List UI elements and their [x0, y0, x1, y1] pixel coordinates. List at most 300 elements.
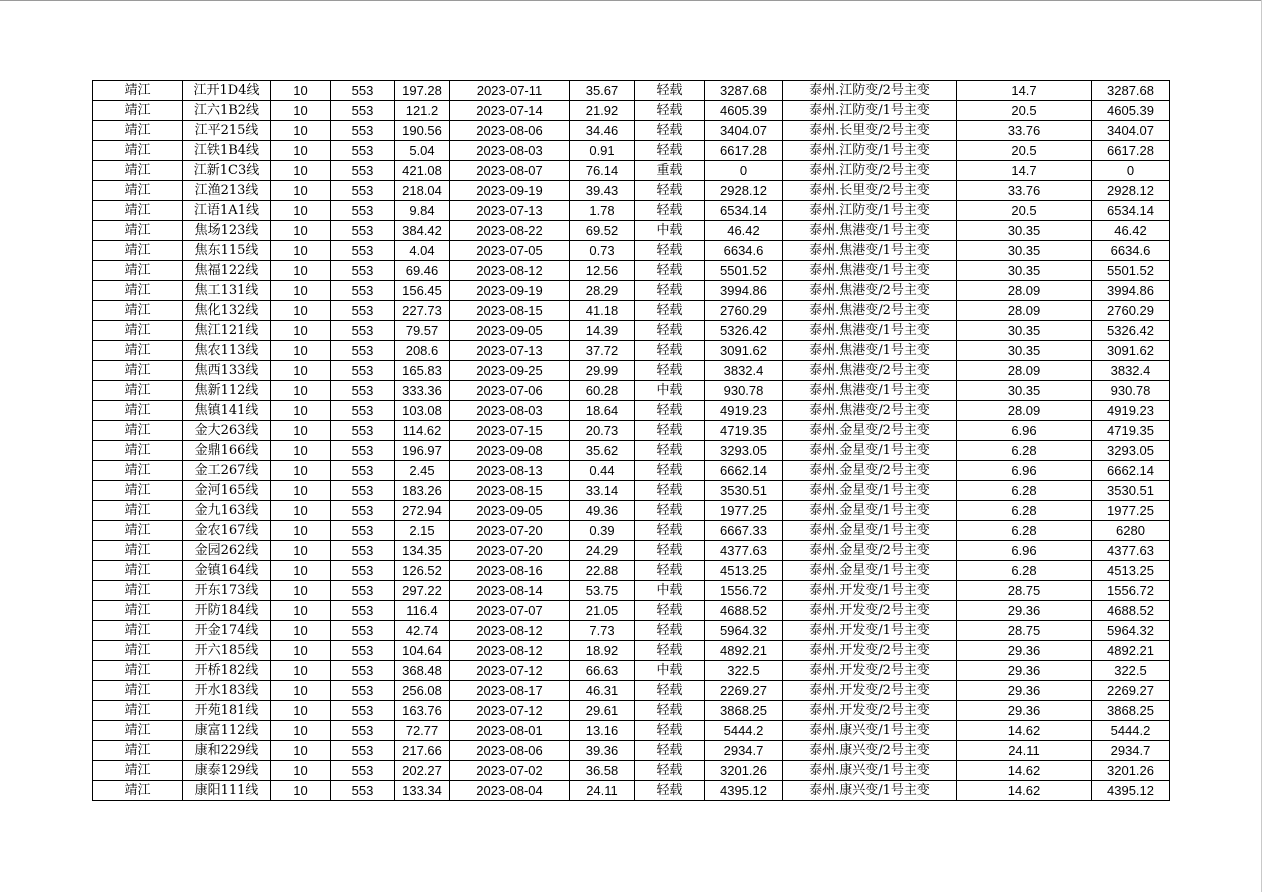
status-cell: 轻载 — [635, 201, 705, 221]
voltage-cell: 10 — [271, 101, 331, 121]
line-cell: 焦新112线 — [183, 381, 271, 401]
voltage-cell: 10 — [271, 221, 331, 241]
substation-cell: 泰州.金星变/2号主变 — [783, 461, 957, 481]
capacity-cell: 3091.62 — [705, 341, 783, 361]
available-cell: 6662.14 — [1092, 461, 1170, 481]
capacity-cell: 6634.6 — [705, 241, 783, 261]
county-cell: 靖江 — [93, 181, 183, 201]
code-cell: 553 — [331, 161, 395, 181]
code-cell: 553 — [331, 541, 395, 561]
line-cell: 焦农113线 — [183, 341, 271, 361]
available-cell: 4919.23 — [1092, 401, 1170, 421]
table-row — [93, 701, 1170, 721]
code-cell: 553 — [331, 461, 395, 481]
county-cell: 靖江 — [93, 261, 183, 281]
table-row — [93, 301, 1170, 321]
load-cell: 2.45 — [395, 461, 450, 481]
county-cell: 靖江 — [93, 701, 183, 721]
transformer_rate-cell: 30.35 — [957, 381, 1092, 401]
substation-cell: 泰州.金星变/2号主变 — [783, 421, 957, 441]
load-cell: 272.94 — [395, 501, 450, 521]
transformer_rate-cell: 30.35 — [957, 341, 1092, 361]
rate-cell: 37.72 — [570, 341, 635, 361]
transformer_rate-cell: 30.35 — [957, 321, 1092, 341]
transformer_rate-cell: 6.28 — [957, 561, 1092, 581]
transformer_rate-cell: 29.36 — [957, 601, 1092, 621]
available-cell: 2760.29 — [1092, 301, 1170, 321]
load-cell: 421.08 — [395, 161, 450, 181]
table-row — [93, 81, 1170, 101]
line-cell: 金工267线 — [183, 461, 271, 481]
load-cell: 156.45 — [395, 281, 450, 301]
table-body — [93, 81, 1170, 801]
line-cell: 金大263线 — [183, 421, 271, 441]
line-cell: 江平215线 — [183, 121, 271, 141]
load-cell: 165.83 — [395, 361, 450, 381]
table-row — [93, 161, 1170, 181]
line-cell: 焦东115线 — [183, 241, 271, 261]
date-cell: 2023-07-07 — [450, 601, 570, 621]
substation-cell: 泰州.焦港变/2号主变 — [783, 361, 957, 381]
load-cell: 103.08 — [395, 401, 450, 421]
voltage-cell: 10 — [271, 581, 331, 601]
code-cell: 553 — [331, 381, 395, 401]
county-cell: 靖江 — [93, 741, 183, 761]
county-cell: 靖江 — [93, 101, 183, 121]
transformer_rate-cell: 20.5 — [957, 201, 1092, 221]
date-cell: 2023-08-04 — [450, 781, 570, 801]
transformer_rate-cell: 28.09 — [957, 281, 1092, 301]
code-cell: 553 — [331, 761, 395, 781]
load-cell: 163.76 — [395, 701, 450, 721]
load-cell: 333.36 — [395, 381, 450, 401]
substation-cell: 泰州.长里变/2号主变 — [783, 181, 957, 201]
line-cell: 焦工131线 — [183, 281, 271, 301]
rate-cell: 20.73 — [570, 421, 635, 441]
date-cell: 2023-07-20 — [450, 541, 570, 561]
county-cell: 靖江 — [93, 561, 183, 581]
capacity-cell: 6534.14 — [705, 201, 783, 221]
transformer_rate-cell: 28.09 — [957, 361, 1092, 381]
substation-cell: 泰州.焦港变/1号主变 — [783, 341, 957, 361]
voltage-cell: 10 — [271, 721, 331, 741]
load-cell: 4.04 — [395, 241, 450, 261]
available-cell: 46.42 — [1092, 221, 1170, 241]
available-cell: 0 — [1092, 161, 1170, 181]
capacity-cell: 3530.51 — [705, 481, 783, 501]
transformer_rate-cell: 20.5 — [957, 141, 1092, 161]
capacity-cell: 322.5 — [705, 661, 783, 681]
line-cell: 焦西133线 — [183, 361, 271, 381]
data-table — [92, 80, 1170, 801]
load-cell: 256.08 — [395, 681, 450, 701]
substation-cell: 泰州.金星变/1号主变 — [783, 501, 957, 521]
status-cell: 轻载 — [635, 761, 705, 781]
rate-cell: 29.99 — [570, 361, 635, 381]
voltage-cell: 10 — [271, 701, 331, 721]
capacity-cell: 3994.86 — [705, 281, 783, 301]
county-cell: 靖江 — [93, 161, 183, 181]
line-cell: 江开1D4线 — [183, 81, 271, 101]
county-cell: 靖江 — [93, 381, 183, 401]
rate-cell: 24.29 — [570, 541, 635, 561]
county-cell: 靖江 — [93, 241, 183, 261]
transformer_rate-cell: 6.96 — [957, 421, 1092, 441]
date-cell: 2023-08-12 — [450, 261, 570, 281]
transformer_rate-cell: 6.28 — [957, 481, 1092, 501]
capacity-cell: 3293.05 — [705, 441, 783, 461]
county-cell: 靖江 — [93, 341, 183, 361]
code-cell: 553 — [331, 361, 395, 381]
status-cell: 轻载 — [635, 641, 705, 661]
date-cell: 2023-08-22 — [450, 221, 570, 241]
capacity-cell: 4719.35 — [705, 421, 783, 441]
load-cell: 5.04 — [395, 141, 450, 161]
line-cell: 焦场123线 — [183, 221, 271, 241]
table-row — [93, 461, 1170, 481]
substation-cell: 泰州.开发变/2号主变 — [783, 661, 957, 681]
capacity-cell: 6662.14 — [705, 461, 783, 481]
line-cell: 江铁1B4线 — [183, 141, 271, 161]
voltage-cell: 10 — [271, 341, 331, 361]
load-cell: 196.97 — [395, 441, 450, 461]
available-cell: 5326.42 — [1092, 321, 1170, 341]
transformer_rate-cell: 28.09 — [957, 401, 1092, 421]
rate-cell: 35.62 — [570, 441, 635, 461]
load-cell: 116.4 — [395, 601, 450, 621]
transformer_rate-cell: 20.5 — [957, 101, 1092, 121]
status-cell: 轻载 — [635, 301, 705, 321]
line-cell: 焦江121线 — [183, 321, 271, 341]
capacity-cell: 4377.63 — [705, 541, 783, 561]
load-cell: 2.15 — [395, 521, 450, 541]
rate-cell: 21.05 — [570, 601, 635, 621]
code-cell: 553 — [331, 341, 395, 361]
load-cell: 134.35 — [395, 541, 450, 561]
voltage-cell: 10 — [271, 461, 331, 481]
voltage-cell: 10 — [271, 681, 331, 701]
available-cell: 3201.26 — [1092, 761, 1170, 781]
voltage-cell: 10 — [271, 641, 331, 661]
date-cell: 2023-07-06 — [450, 381, 570, 401]
available-cell: 2934.7 — [1092, 741, 1170, 761]
county-cell: 靖江 — [93, 401, 183, 421]
substation-cell: 泰州.开发变/2号主变 — [783, 641, 957, 661]
transformer_rate-cell: 29.36 — [957, 641, 1092, 661]
code-cell: 553 — [331, 501, 395, 521]
capacity-cell: 3868.25 — [705, 701, 783, 721]
code-cell: 553 — [331, 681, 395, 701]
rate-cell: 0.91 — [570, 141, 635, 161]
capacity-cell: 2269.27 — [705, 681, 783, 701]
voltage-cell: 10 — [271, 761, 331, 781]
county-cell: 靖江 — [93, 321, 183, 341]
voltage-cell: 10 — [271, 281, 331, 301]
line-cell: 金园262线 — [183, 541, 271, 561]
available-cell: 4513.25 — [1092, 561, 1170, 581]
line-cell: 开桥182线 — [183, 661, 271, 681]
code-cell: 553 — [331, 81, 395, 101]
date-cell: 2023-07-20 — [450, 521, 570, 541]
transformer_rate-cell: 6.96 — [957, 541, 1092, 561]
substation-cell: 泰州.开发变/2号主变 — [783, 681, 957, 701]
line-cell: 江渔213线 — [183, 181, 271, 201]
county-cell: 靖江 — [93, 141, 183, 161]
status-cell: 轻载 — [635, 741, 705, 761]
county-cell: 靖江 — [93, 641, 183, 661]
load-cell: 202.27 — [395, 761, 450, 781]
date-cell: 2023-07-05 — [450, 241, 570, 261]
code-cell: 553 — [331, 301, 395, 321]
voltage-cell: 10 — [271, 241, 331, 261]
rate-cell: 36.58 — [570, 761, 635, 781]
substation-cell: 泰州.开发变/1号主变 — [783, 581, 957, 601]
line-cell: 金镇164线 — [183, 561, 271, 581]
code-cell: 553 — [331, 321, 395, 341]
status-cell: 轻载 — [635, 401, 705, 421]
rate-cell: 66.63 — [570, 661, 635, 681]
available-cell: 4688.52 — [1092, 601, 1170, 621]
table-row — [93, 481, 1170, 501]
rate-cell: 41.18 — [570, 301, 635, 321]
substation-cell: 泰州.江防变/2号主变 — [783, 81, 957, 101]
transformer_rate-cell: 14.7 — [957, 161, 1092, 181]
status-cell: 轻载 — [635, 361, 705, 381]
county-cell: 靖江 — [93, 221, 183, 241]
capacity-cell: 2928.12 — [705, 181, 783, 201]
status-cell: 轻载 — [635, 561, 705, 581]
load-cell: 126.52 — [395, 561, 450, 581]
available-cell: 322.5 — [1092, 661, 1170, 681]
voltage-cell: 10 — [271, 141, 331, 161]
code-cell: 553 — [331, 441, 395, 461]
status-cell: 轻载 — [635, 681, 705, 701]
date-cell: 2023-09-08 — [450, 441, 570, 461]
transformer_rate-cell: 6.28 — [957, 521, 1092, 541]
rate-cell: 34.46 — [570, 121, 635, 141]
status-cell: 轻载 — [635, 501, 705, 521]
county-cell: 靖江 — [93, 781, 183, 801]
line-cell: 开六185线 — [183, 641, 271, 661]
code-cell: 553 — [331, 281, 395, 301]
county-cell: 靖江 — [93, 761, 183, 781]
substation-cell: 泰州.焦港变/1号主变 — [783, 241, 957, 261]
county-cell: 靖江 — [93, 661, 183, 681]
substation-cell: 泰州.金星变/1号主变 — [783, 441, 957, 461]
status-cell: 轻载 — [635, 461, 705, 481]
substation-cell: 泰州.焦港变/1号主变 — [783, 321, 957, 341]
capacity-cell: 1977.25 — [705, 501, 783, 521]
available-cell: 3868.25 — [1092, 701, 1170, 721]
table-row — [93, 721, 1170, 741]
substation-cell: 泰州.康兴变/1号主变 — [783, 761, 957, 781]
code-cell: 553 — [331, 121, 395, 141]
voltage-cell: 10 — [271, 441, 331, 461]
rate-cell: 53.75 — [570, 581, 635, 601]
table-row — [93, 601, 1170, 621]
date-cell: 2023-09-25 — [450, 361, 570, 381]
transformer_rate-cell: 30.35 — [957, 241, 1092, 261]
voltage-cell: 10 — [271, 361, 331, 381]
table-row — [93, 261, 1170, 281]
status-cell: 轻载 — [635, 781, 705, 801]
rate-cell: 12.56 — [570, 261, 635, 281]
transformer_rate-cell: 6.28 — [957, 441, 1092, 461]
capacity-cell: 5964.32 — [705, 621, 783, 641]
status-cell: 轻载 — [635, 261, 705, 281]
date-cell: 2023-08-12 — [450, 641, 570, 661]
load-cell: 133.34 — [395, 781, 450, 801]
line-cell: 焦福122线 — [183, 261, 271, 281]
available-cell: 5501.52 — [1092, 261, 1170, 281]
available-cell: 5964.32 — [1092, 621, 1170, 641]
transformer_rate-cell: 28.09 — [957, 301, 1092, 321]
table-row — [93, 281, 1170, 301]
status-cell: 轻载 — [635, 481, 705, 501]
voltage-cell: 10 — [271, 501, 331, 521]
available-cell: 4892.21 — [1092, 641, 1170, 661]
voltage-cell: 10 — [271, 621, 331, 641]
date-cell: 2023-08-15 — [450, 301, 570, 321]
capacity-cell: 4919.23 — [705, 401, 783, 421]
line-cell: 焦镇141线 — [183, 401, 271, 421]
substation-cell: 泰州.江防变/1号主变 — [783, 101, 957, 121]
line-cell: 康阳111线 — [183, 781, 271, 801]
county-cell: 靖江 — [93, 501, 183, 521]
line-cell: 开金174线 — [183, 621, 271, 641]
available-cell: 1556.72 — [1092, 581, 1170, 601]
voltage-cell: 10 — [271, 401, 331, 421]
substation-cell: 泰州.开发变/1号主变 — [783, 621, 957, 641]
load-cell: 197.28 — [395, 81, 450, 101]
available-cell: 6634.6 — [1092, 241, 1170, 261]
line-cell: 金河165线 — [183, 481, 271, 501]
code-cell: 553 — [331, 781, 395, 801]
transformer_rate-cell: 14.7 — [957, 81, 1092, 101]
transformer_rate-cell: 24.11 — [957, 741, 1092, 761]
status-cell: 轻载 — [635, 321, 705, 341]
status-cell: 轻载 — [635, 121, 705, 141]
load-cell: 218.04 — [395, 181, 450, 201]
table-row — [93, 361, 1170, 381]
line-cell: 康泰129线 — [183, 761, 271, 781]
county-cell: 靖江 — [93, 621, 183, 641]
table-row — [93, 541, 1170, 561]
available-cell: 3091.62 — [1092, 341, 1170, 361]
table-row — [93, 741, 1170, 761]
available-cell: 6617.28 — [1092, 141, 1170, 161]
transformer_rate-cell: 28.75 — [957, 621, 1092, 641]
code-cell: 553 — [331, 241, 395, 261]
rate-cell: 39.36 — [570, 741, 635, 761]
voltage-cell: 10 — [271, 161, 331, 181]
date-cell: 2023-08-16 — [450, 561, 570, 581]
line-cell: 焦化132线 — [183, 301, 271, 321]
county-cell: 靖江 — [93, 681, 183, 701]
status-cell: 轻载 — [635, 101, 705, 121]
code-cell: 553 — [331, 221, 395, 241]
transformer_rate-cell: 14.62 — [957, 721, 1092, 741]
rate-cell: 0.44 — [570, 461, 635, 481]
code-cell: 553 — [331, 741, 395, 761]
transformer_rate-cell: 29.36 — [957, 701, 1092, 721]
rate-cell: 7.73 — [570, 621, 635, 641]
line-cell: 康和229线 — [183, 741, 271, 761]
transformer_rate-cell: 6.96 — [957, 461, 1092, 481]
load-cell: 69.46 — [395, 261, 450, 281]
table-row — [93, 241, 1170, 261]
line-cell: 开苑181线 — [183, 701, 271, 721]
date-cell: 2023-08-17 — [450, 681, 570, 701]
load-cell: 384.42 — [395, 221, 450, 241]
county-cell: 靖江 — [93, 441, 183, 461]
county-cell: 靖江 — [93, 521, 183, 541]
rate-cell: 29.61 — [570, 701, 635, 721]
county-cell: 靖江 — [93, 201, 183, 221]
table-row — [93, 141, 1170, 161]
rate-cell: 18.64 — [570, 401, 635, 421]
voltage-cell: 10 — [271, 381, 331, 401]
substation-cell: 泰州.康兴变/1号主变 — [783, 781, 957, 801]
status-cell: 中载 — [635, 381, 705, 401]
capacity-cell: 930.78 — [705, 381, 783, 401]
table-row — [93, 101, 1170, 121]
table-row — [93, 641, 1170, 661]
code-cell: 553 — [331, 101, 395, 121]
line-cell: 开防184线 — [183, 601, 271, 621]
rate-cell: 33.14 — [570, 481, 635, 501]
code-cell: 553 — [331, 661, 395, 681]
available-cell: 5444.2 — [1092, 721, 1170, 741]
line-cell: 开东173线 — [183, 581, 271, 601]
date-cell: 2023-08-12 — [450, 621, 570, 641]
voltage-cell: 10 — [271, 321, 331, 341]
available-cell: 3287.68 — [1092, 81, 1170, 101]
capacity-cell: 1556.72 — [705, 581, 783, 601]
capacity-cell: 46.42 — [705, 221, 783, 241]
rate-cell: 39.43 — [570, 181, 635, 201]
capacity-cell: 4892.21 — [705, 641, 783, 661]
status-cell: 中载 — [635, 661, 705, 681]
load-cell: 9.84 — [395, 201, 450, 221]
available-cell: 2269.27 — [1092, 681, 1170, 701]
transformer_rate-cell: 29.36 — [957, 681, 1092, 701]
capacity-cell: 0 — [705, 161, 783, 181]
transformer_rate-cell: 33.76 — [957, 121, 1092, 141]
rate-cell: 22.88 — [570, 561, 635, 581]
code-cell: 553 — [331, 481, 395, 501]
status-cell: 轻载 — [635, 421, 705, 441]
table-row — [93, 681, 1170, 701]
substation-cell: 泰州.金星变/1号主变 — [783, 561, 957, 581]
county-cell: 靖江 — [93, 281, 183, 301]
available-cell: 4395.12 — [1092, 781, 1170, 801]
table-row — [93, 381, 1170, 401]
voltage-cell: 10 — [271, 201, 331, 221]
load-cell: 227.73 — [395, 301, 450, 321]
load-cell: 121.2 — [395, 101, 450, 121]
code-cell: 553 — [331, 521, 395, 541]
date-cell: 2023-08-13 — [450, 461, 570, 481]
status-cell: 重载 — [635, 161, 705, 181]
table-row — [93, 621, 1170, 641]
transformer_rate-cell: 14.62 — [957, 781, 1092, 801]
date-cell: 2023-07-15 — [450, 421, 570, 441]
load-cell: 72.77 — [395, 721, 450, 741]
voltage-cell: 10 — [271, 561, 331, 581]
rate-cell: 69.52 — [570, 221, 635, 241]
code-cell: 553 — [331, 641, 395, 661]
